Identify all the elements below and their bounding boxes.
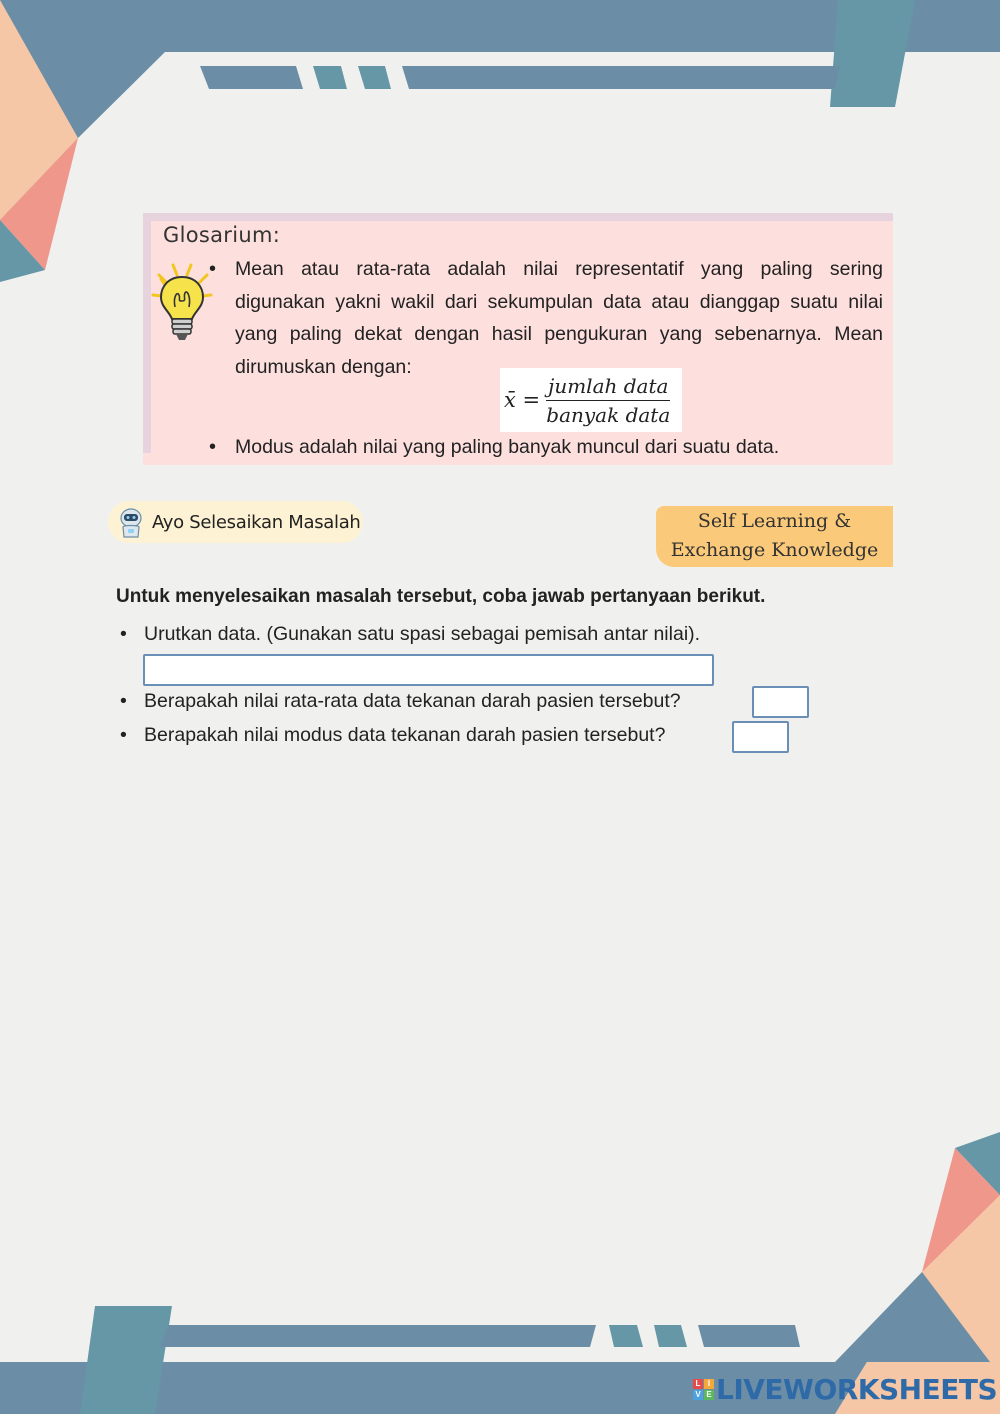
badge-line-2: Exchange Knowledge — [670, 539, 879, 561]
section-label-pill — [108, 501, 363, 543]
formula-numerator: jumlah data — [546, 374, 670, 401]
mean-formula — [500, 368, 682, 432]
glossary-left-edge — [143, 213, 151, 453]
question-item: • Berapakah nilai modus data tekanan darah pasien tersebut? — [116, 724, 665, 747]
glossary-list-2 — [203, 431, 883, 464]
liveworksheets-mark-icon: L I V E — [693, 1379, 714, 1400]
glossary-list — [203, 253, 883, 383]
badge-line-1: Self Learning & — [697, 510, 852, 532]
glossary-top-edge — [143, 213, 893, 221]
glossary-modus-item: • Modus adalah nilai yang paling banyak muncul dari suatu data. — [203, 431, 883, 464]
mean-answer-input[interactable] — [752, 686, 809, 718]
question-item: • Urutkan data. (Gunakan satu spasi sebagai pemisah antar nilai). — [116, 623, 700, 646]
glossary-box — [143, 213, 893, 465]
robot-icon — [114, 505, 148, 539]
self-learning-badge — [656, 506, 893, 567]
glossary-mean-item: • Mean atau rata-rata adalah nilai representatif yang paling sering digunakan yakni wakil dari sekumpulan data atau dianggap suatu nilai yang paling dekat dengan hasil pengukuran yang sebenarnya. Mean dirumuskan dengan: — [203, 253, 883, 383]
formula-fraction — [546, 374, 670, 427]
brand-wordmark: LIVEWORKSHEETS — [716, 1373, 998, 1406]
glossary-title: Glosarium: — [163, 223, 281, 247]
formula-lhs: x̄ = — [504, 388, 541, 412]
section-label: Ayo Selesaikan Masalah — [152, 511, 361, 533]
question-item: • Berapakah nilai rata-rata data tekanan darah pasien tersebut? — [116, 690, 681, 713]
formula-denominator: banyak data — [546, 402, 671, 427]
instructions: Untuk menyelesaikan masalah tersebut, coba jawab pertanyaan berikut. — [116, 586, 766, 607]
liveworksheets-logo — [693, 1373, 997, 1406]
mode-answer-input[interactable] — [732, 721, 789, 753]
sorted-data-input[interactable] — [143, 654, 714, 686]
